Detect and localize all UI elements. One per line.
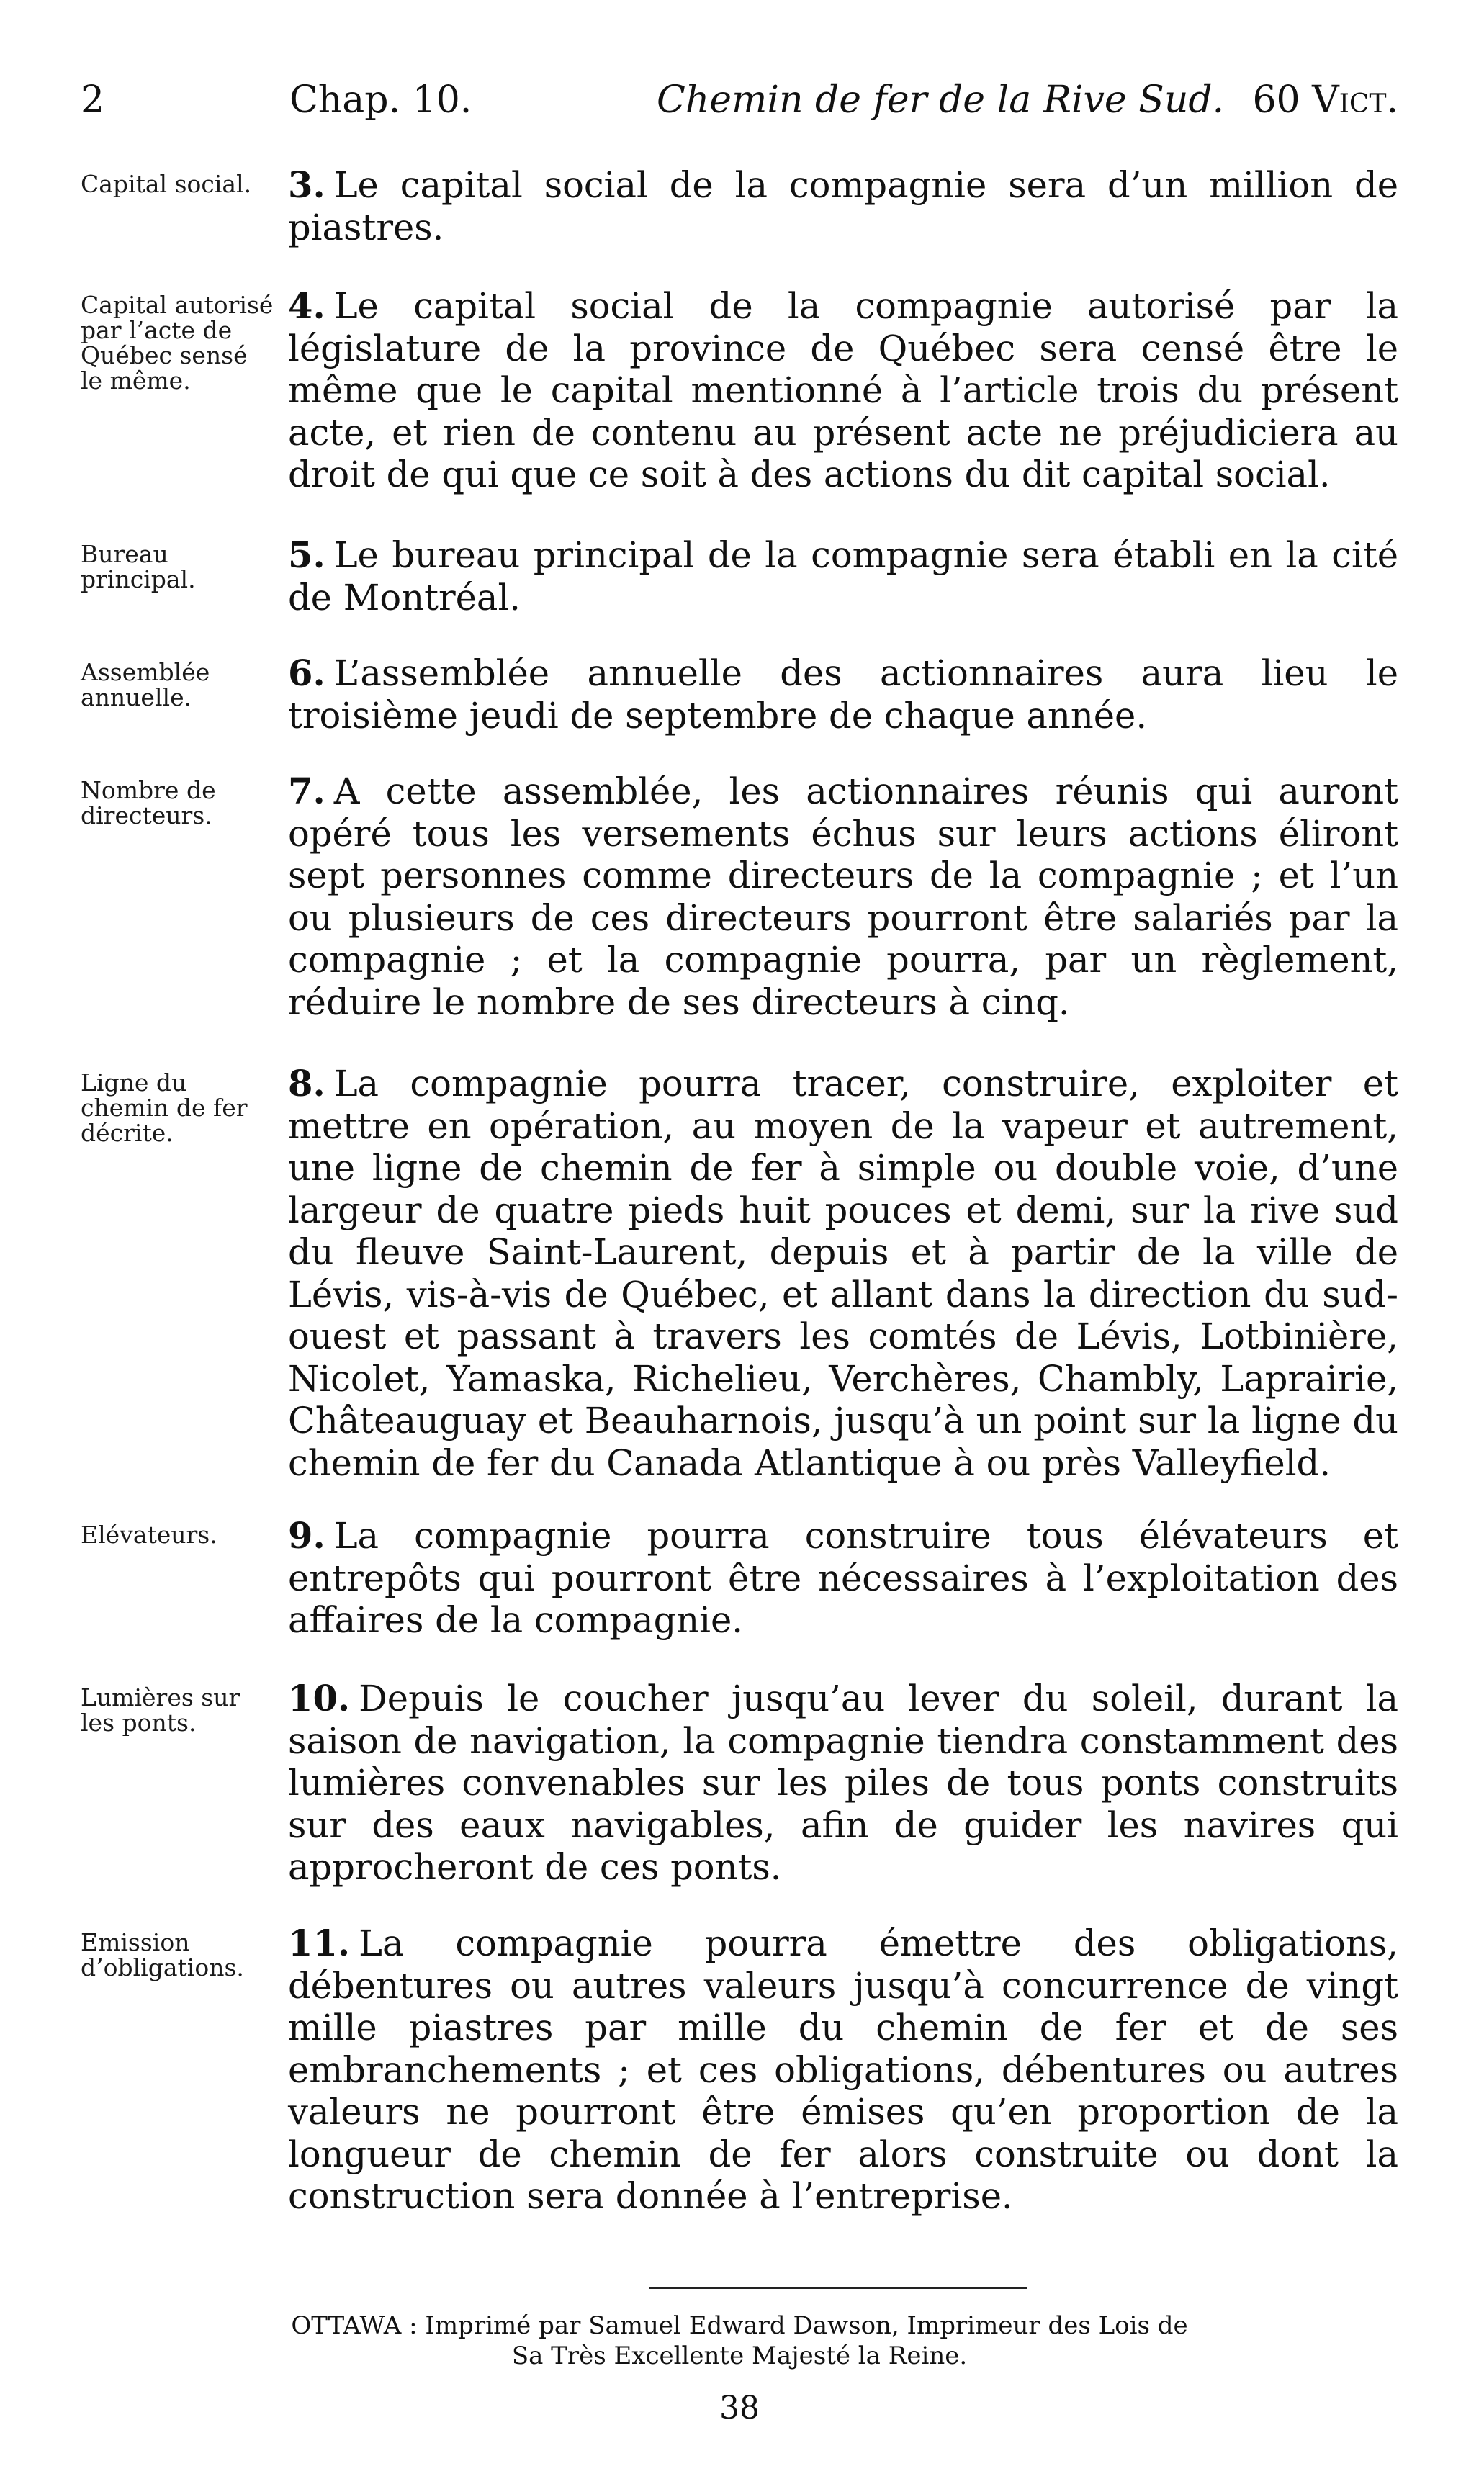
section-text: A cette assemblée, les actionnaires réunis qui auront opéré tous les versements échus sur leurs actions éliront sept personnes comme directeurs de la compagnie ; et l’un ou plusieurs de ces directeurs pourront être salariés par la compagnie ; et la compagnie pourra, par un règlement, réduire le nombre de ses directeurs à cinq. xyxy=(288,770,1398,1023)
footer-divider xyxy=(649,2287,1027,2289)
printer-imprint-continued xyxy=(81,2341,1398,2370)
margin-note: Ligne du chemin de fer décrite. xyxy=(81,1068,248,1147)
section-text: L’assemblée annuelle des actionnaires aura lieu le troisième jeudi de septembre de chaque année. xyxy=(288,652,1398,737)
printer-imprint-text: OTTAWA : Imprimé par Samuel Edward Dawson, Imprimeur des Lois de xyxy=(291,2311,1188,2340)
section-text: La compagnie pourra construire tous élévateurs et entrepôts qui pourront être nécessaires à l’exploitation des affaires de la compagnie. xyxy=(288,1515,1398,1641)
margin-note: Bureau principal. xyxy=(81,540,196,593)
header-page-number: 2 xyxy=(81,78,105,122)
running-header xyxy=(81,75,1398,125)
section-10 xyxy=(81,1678,1398,1894)
section-body xyxy=(288,164,1398,248)
section-8 xyxy=(81,1063,1398,1488)
section-11 xyxy=(81,1922,1398,2225)
section-number: 11. xyxy=(288,1922,351,1964)
section-text: Le capital social de la compagnie sera d’un million de piastres. xyxy=(288,164,1398,248)
section-6 xyxy=(81,652,1398,739)
section-number: 7. xyxy=(288,770,325,812)
printer-imprint-text-2: Sa Très Excellente Majesté la Reine. xyxy=(511,2341,968,2370)
margin-note: Assemblée annuelle. xyxy=(81,658,210,711)
header-year-text: 60 Vict. xyxy=(1252,78,1398,122)
section-3 xyxy=(81,164,1398,251)
section-text: La compagnie pourra émettre des obligations, débentures ou autres valeurs jusqu’à concurrence de vingt mille piastres par mille du chemin de fer et de ses embranchements ; et ces obligations, débentures ou autres valeurs ne pourront être émises qu’en proportion de la longueur de chemin de fer alors construite ou dont la construction sera donnée à l’entreprise. xyxy=(288,1922,1398,2217)
section-number: 3. xyxy=(288,164,325,206)
section-number: 5. xyxy=(288,534,325,576)
section-body xyxy=(288,1678,1398,1889)
section-body xyxy=(288,285,1398,496)
margin-note: Nombre de directeurs. xyxy=(81,776,216,829)
section-number: 4. xyxy=(288,285,325,327)
header-year xyxy=(1252,75,1398,125)
section-text: Le capital social de la compagnie autorisé par la législature de la province de Québec sera censé être le même que le capital mentionné à l’article trois du présent acte, et rien de contenu au présent acte ne préjudiciera au droit de qui que ce soit à des actions du dit capital social. xyxy=(288,285,1398,495)
margin-note: Elévateurs. xyxy=(81,1521,217,1549)
printer-imprint xyxy=(81,2311,1398,2340)
section-body xyxy=(288,1063,1398,1484)
section-body xyxy=(288,1922,1398,2218)
section-text: La compagnie pourra tracer, construire, exploiter et mettre en opération, au moyen de la vapeur et autrement, une ligne de chemin de fer à simple ou double voie, d’une largeur de quatre pieds huit pouces et demi, sur la rive sud du fleuve Saint-Laurent, depuis et à partir de la ville de Lévis, vis-à-vis de Québec, et allant dans la direction du sud-ouest et passant à travers les comtés de Lévis, Lotbinière, Nicolet, Yamaska, Richelieu, Verchères, Chambly, Laprairie, Châteauguay et Beauharnois, jusqu’à un point sur la ligne du chemin de fer du Canada Atlantique à ou près Valleyfield. xyxy=(288,1063,1398,1484)
section-number: 6. xyxy=(288,652,325,694)
section-body xyxy=(288,770,1398,1023)
section-body xyxy=(288,652,1398,737)
section-4 xyxy=(81,285,1398,501)
section-text: Depuis le coucher jusqu’au lever du soleil, durant la saison de navigation, la compagnie tiendra constamment des lumières convenables sur les piles de tous ponts construits sur des eaux navigables, afin de guider les navires qui approcheront de ces ponts. xyxy=(288,1678,1398,1888)
header-chapter: Chap. 10. xyxy=(289,78,472,122)
margin-note: Emission d’obligations. xyxy=(81,1928,244,1981)
section-9 xyxy=(81,1515,1398,1645)
section-body xyxy=(288,1515,1398,1642)
section-number: 10. xyxy=(288,1678,351,1719)
section-5 xyxy=(81,534,1398,621)
section-7 xyxy=(81,770,1398,1030)
section-text: Le bureau principal de la compagnie sera établi en la cité de Montréal. xyxy=(288,534,1398,618)
section-number: 9. xyxy=(288,1515,325,1557)
margin-note: Capital social. xyxy=(81,170,252,198)
section-body xyxy=(288,534,1398,618)
footer-page-number: 38 xyxy=(719,2390,760,2426)
section-number: 8. xyxy=(288,1063,325,1104)
header-title: Chemin de fer de la Rive Sud. xyxy=(657,78,1225,122)
margin-note: Capital autorisé par l’acte de Québec sensé le même. xyxy=(81,291,274,395)
margin-note: Lumières sur les ponts. xyxy=(81,1683,240,1737)
